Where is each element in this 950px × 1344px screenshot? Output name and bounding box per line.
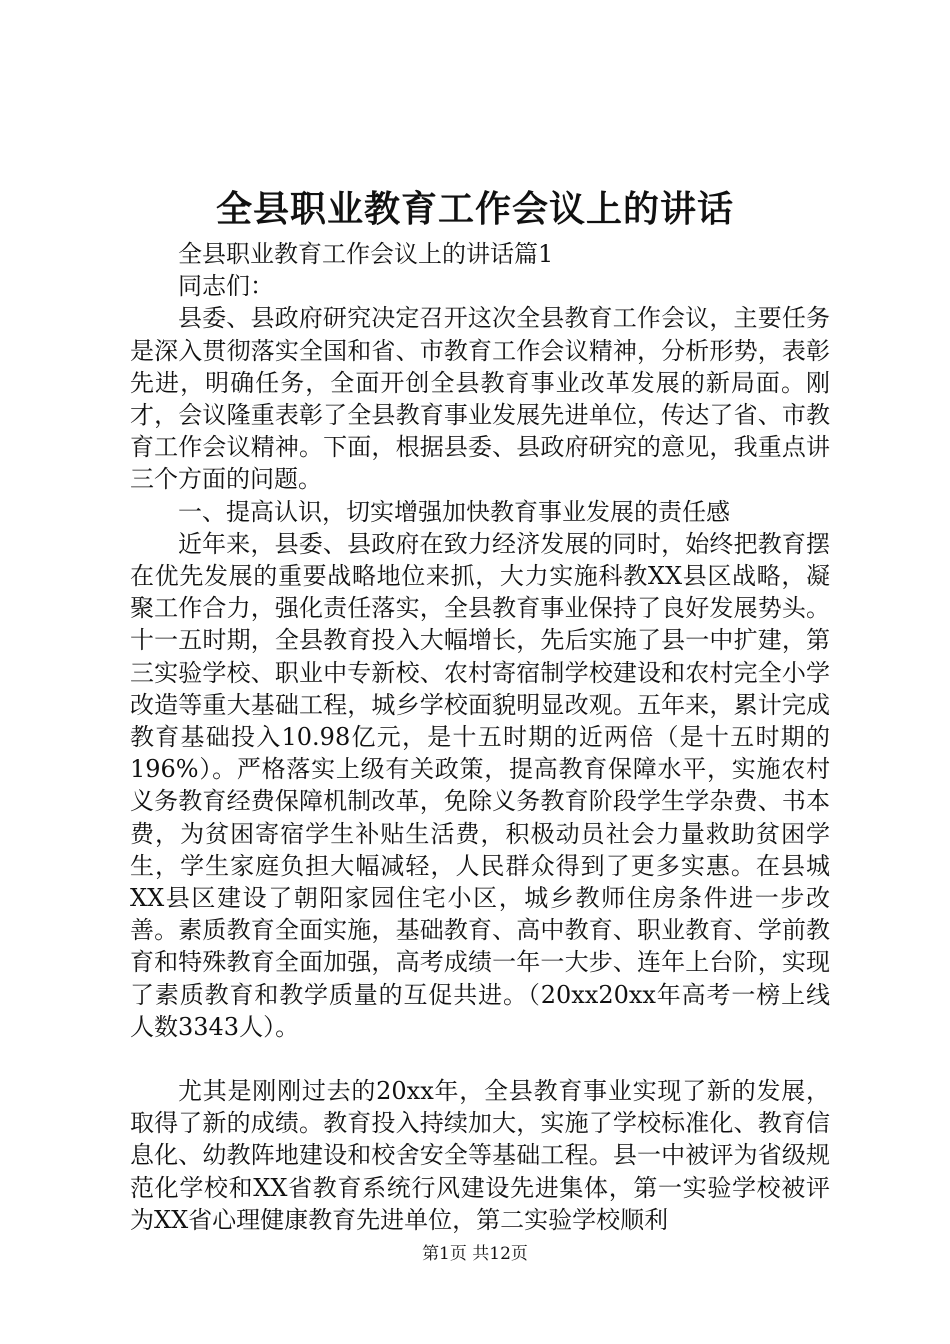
section-heading: 全县职业教育工作会议上的讲话篇1 — [178, 240, 554, 268]
document-title: 全县职业教育工作会议上的讲话 — [215, 188, 734, 230]
document-body — [130, 238, 830, 1236]
paragraph-achievements: 近年来，县委、县政府在致力经济发展的同时，始终把教育摆在优先发展的重要战略地位来抓，大力实施科教XX县区战略，凝聚工作合力，强化责任落实，全县教育事业保持了良好发展势头。十一五时期，全县教育投入大幅增长，先后实施了县一中扩建，第三实验学校、职业中专新校、农村寄宿制学校建设和农村完全小学改造等重大基础工程，城乡学校面貌明显改观。五年来，累计完成教育基础投入10.98亿元，是十五时期的近两倍（是十五时期的196%）。严格落实上级有关政策，提高教育保障水平，实施农村义务教育经费保障机制改革，免除义务教育阶段学生学杂费、书本费，为贫困寄宿学生补贴生活费，积极动员社会力量救助贫困学生，学生家庭负担大幅减轻，人民群众得到了更多实惠。在县城XX县区建设了朝阳家园住宅小区，城乡教师住房条件进一步改善。素质教育全面实施，基础教育、高中教育、职业教育、学前教育和特殊教育全面加强，高考成绩一年一大步、连年上台阶，实现了素质教育和教学质量的互促共进。（20xx20xx年高考一榜上线人数3343人）。 — [130, 529, 830, 1041]
subheading-one: 一、提高认识，切实增强加快教育事业发展的责任感 — [178, 497, 730, 526]
page-number-footer: 第1页 共12页 — [422, 1244, 528, 1264]
salutation: 同志们： — [178, 272, 274, 301]
paragraph-intro: 县委、县政府研究决定召开这次全县教育工作会议，主要任务是深入贯彻落实全国和省、市教育工作会议精神，分析形势，表彰先进，明确任务，全面开创全县教育事业改革发展的新局面。刚才，会议隆重表彰了全县教育事业发展先进单位，传达了省、市教育工作会议精神。下面，根据县委、县政府研究的意见，我重点讲三个方面的问题。 — [130, 304, 830, 494]
paragraph-recent-year: 尤其是刚刚过去的20xx年，全县教育事业实现了新的发展，取得了新的成绩。教育投入持续加大，实施了学校标准化、教育信息化、幼教阵地建设和校舍安全等基础工程。县一中被评为省级规范化学校和XX省教育系统行风建设先进集体，第一实验学校被评为XX省心理健康教育先进单位，第二实验学校顺利 — [130, 1077, 830, 1234]
